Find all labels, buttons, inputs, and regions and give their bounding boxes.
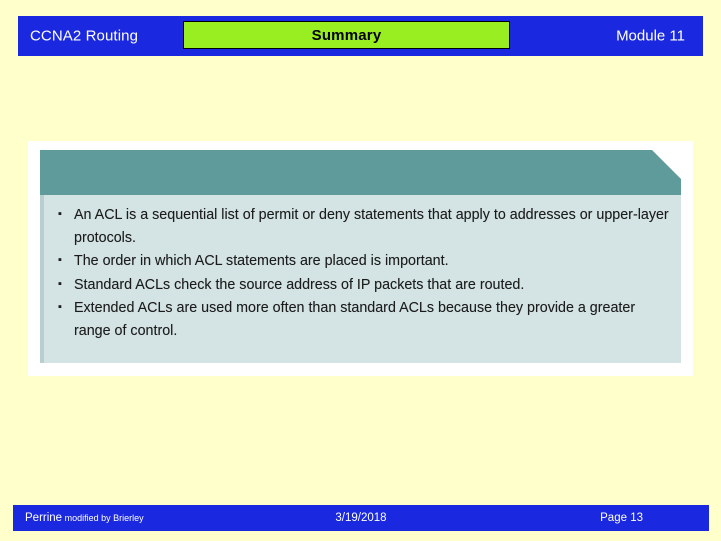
footer-page-number: Page 13 xyxy=(600,512,643,524)
header-module-label: Module 11 xyxy=(616,27,685,45)
slide-footer-bar xyxy=(13,505,709,531)
footer-author-secondary: modified by Brierley xyxy=(62,513,144,523)
footer-author-primary: Perrine xyxy=(25,512,63,524)
content-frame xyxy=(28,141,693,376)
card-left-accent xyxy=(40,195,44,363)
list-item: ▪ Standard ACLs check the source address of IP packets that are routed. xyxy=(54,274,673,297)
list-item: ▪ Extended ACLs are used more often than standard ACLs because they provide a greater range of control. xyxy=(54,297,673,342)
header-course-label: CCNA2 Routing xyxy=(30,27,139,45)
slide-header-bar xyxy=(18,16,703,56)
card-header-band xyxy=(40,150,681,195)
page-title: Summary xyxy=(311,26,382,44)
header-title-box xyxy=(183,21,510,49)
list-item: ▪ An ACL is a sequential list of permit or deny statements that apply to addresses or upper-layer protocols. xyxy=(54,204,673,249)
summary-bullet-list xyxy=(54,204,673,343)
summary-card xyxy=(40,150,681,363)
footer-date: 3/19/2018 xyxy=(335,512,387,524)
list-item: ▪ The order in which ACL statements are placed is important. xyxy=(54,250,673,273)
